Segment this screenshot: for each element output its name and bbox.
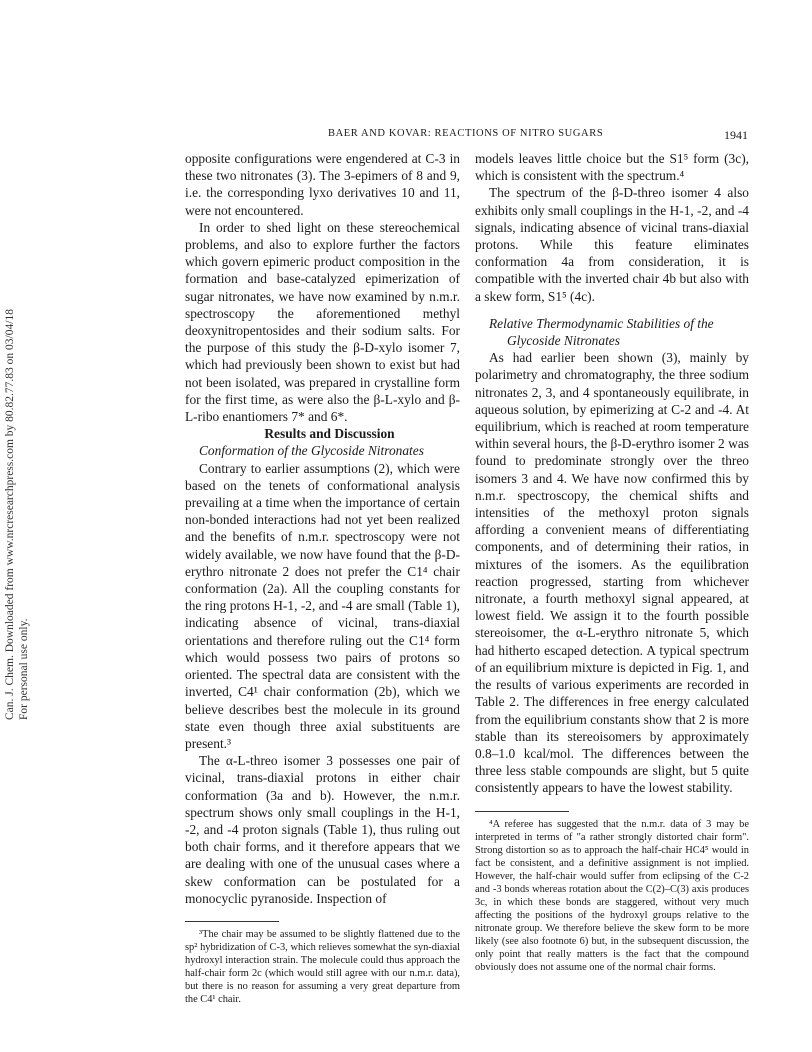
subsection-title: Conformation of the Glycoside Nitronates <box>199 443 424 459</box>
subsection-title <box>475 315 749 349</box>
paragraph: As had earlier been shown (3), mainly by polarimetry and chromatography, the three sodium nitronates 2, 3, and 4 spontaneously equilibrate, in aqueous solution, by epimerizing at C-2 and -4. At equilibrium, which is reached at room temperature within several hours, the β-D-erythro isomer 2 was found to predominate strongly over the threo isomers 3 and 4. We have now confirmed this by n.m.r. spectroscopy, the chemical shifts and intensities of the methoxyl proton signals affording a convenient means of differentiating components, and of determining their ratios, in mixtures of the isomers. As the equilibration reaction progressed, starting from whichever nitronate, a fourth methoxyl signal appeared, at lowest field. We assign it to the fourth possible stereoisomer, the α-L-erythro nitronate 5, which had hitherto escaped detection. A typical spectrum of an equilibrium mixture is depicted in Fig. 1, and the results of various experiments are recorded in Table 2. The differences in free energy calculated from the equilibrium constants show that 2 is more stable than its stereoisomers by approximately 0.8–1.0 kcal/mol. The differences between the three less stable compounds are slight, but 5 quite consistently appears to have the lowest stability. <box>475 350 749 796</box>
left-column <box>185 150 460 1006</box>
subsection-title-line-2: Glycoside Nitronates <box>507 333 620 349</box>
right-column <box>475 150 749 974</box>
paragraph: The α-L-threo isomer 3 possesses one pair of vicinal, trans-diaxial protons in either chair conformation (3a and b). However, the n.m.r. spectrum shows only small couplings in the H-1, -2, and -4 proton signals (Table 1), thus ruling out both chair forms, and it therefore appears that we are dealing with one of the unusual cases where a skew conformation can be postulated for a monocyclic pyranoside. Inspection of <box>185 753 460 906</box>
paragraph: In order to shed light on these stereochemical problems, and also to explore further the factors which govern epimeric product composition in the formation and base-catalyzed epimerization of sugar nitronates, we have now examined by n.m.r. spectroscopy the aforementioned methyl deoxynitropentosides and their sodium salts. For the purpose of this study the β-D-xylo isomer 7, which had previously been shown to exist but had not been isolated, was prepared in crystalline form for the first time, as were also the β-L-xylo and β-L-ribo enantiomers 7* and 6*. <box>185 219 460 425</box>
subsection-title-line-1: Relative Thermodynamic Stabilities of the <box>489 315 714 331</box>
paragraph: opposite configurations were engendered at C-3 in these two nitronates (3). The 3-epimers of 8 and 9, i.e. the corresponding lyxo derivatives 10 and 11, were not encountered. <box>185 151 460 218</box>
section-title: Results and Discussion <box>264 426 395 442</box>
footnote: ³The chair may be assumed to be slightly flattened due to the sp² hybridization of C-3, which relieves somewhat the syn-diaxial hydroxyl interaction strain. The molecule could thus approach the half-chair form 2c (which would still agree with our n.m.r. data), but there is no reason for assuming a very great departure from the C4¹ chair. <box>185 928 460 1005</box>
page-number: 1941 <box>724 128 748 142</box>
paragraph: models leaves little choice but the S1⁵ form (3c), which is consistent with the spectrum.⁴ <box>475 151 749 184</box>
paragraph: The spectrum of the β-D-threo isomer 4 also exhibits only small couplings in the H-1, -2, and -4 signals, indicating absence of vicinal trans-diaxial protons. While this feature eliminates conformation 4a from consideration, it is compatible with the inverted chair 4b but also with a skew form, S1⁵ (4c). <box>475 185 749 304</box>
footnote: ⁴A referee has suggested that the n.m.r. data of 3 may be interpreted in terms of "a rather strongly distorted chair form". Strong distortion so as to approach the half-chair HC4⁵ would in fact be consistent, and a definitive assignment is not implied. However, the half-chair would suffer from eclipsing of the C-2 and -3 bonds whereas rotation about the C(2)–C(3) axis produces 3c, in which these bonds are staggered, without very much affecting the positions of the hydroxyl groups relative to the nitronate group. We therefore believe the skew form to be more likely (see also footnote 6) but, in the subsequent discussion, the only point that really matters is the fact that the compound obviously does not assume one of the normal chair forms. <box>475 818 749 973</box>
footnote-rule <box>185 921 279 922</box>
footnote-rule <box>475 811 569 812</box>
watermark-line-2: For personal use only. <box>18 618 30 720</box>
watermark-line-1: Can. J. Chem. Downloaded from www.nrcresearchpress.com by 80.82.77.83 on 03/04/18 <box>4 309 16 720</box>
paragraph: Contrary to earlier assumptions (2), which were based on the tenets of conformational analysis prevailing at a time when the importance of certain non-bonded interactions had not yet been realized and the benefits of n.m.r. spectroscopy were not widely available, we now have found that the β-D-erythro nitronate 2 does not prefer the C1⁴ chair conformation (2a). All the coupling constants for the ring protons H-1, -2, and -4 are small (Table 1), indicating absence of vicinal, trans-diaxial orientations and therefore ruling out the C1⁴ form which would possess two pairs of protons so oriented. The spectral data are consistent with the inverted, C4¹ chair conformation (2b), which we believe describes best the molecule in its ground state even though three axial substituents are present.³ <box>185 460 460 751</box>
running-title: BAER AND KOVAR: REACTIONS OF NITRO SUGARS <box>328 128 604 139</box>
download-watermark <box>0 300 44 720</box>
